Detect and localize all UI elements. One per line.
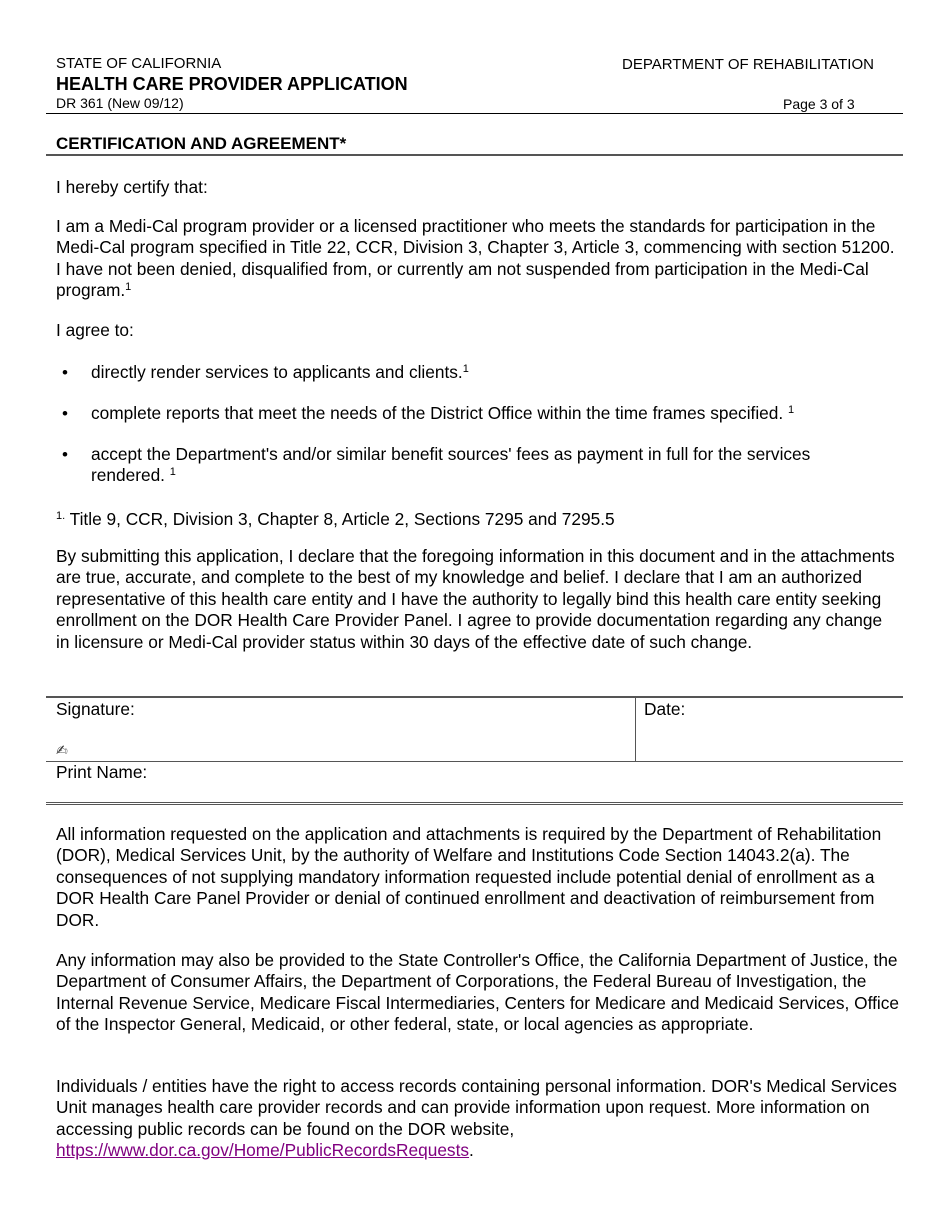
footnote (56, 506, 896, 530)
link-suffix: . (469, 1140, 474, 1161)
agree-item (56, 403, 886, 425)
notice-paragraph-2: Any information may also be provided to the State Controller's Office, the California Department of Justice, the Department of Consumer Affairs, the Department of Corporations, the Federal Bureau of Investigation, the Internal Revenue Service, Medicare Fiscal Intermediaries, Centers for Medicare and Medicaid Services, Office of the Inspector General, Medicaid, or other federal, state, or local agencies as appropriate. (56, 950, 899, 1035)
department-label: DEPARTMENT OF REHABILITATION (622, 56, 874, 73)
footnote-text: Title 9, CCR, Division 3, Chapter 8, Article 2, Sections 7295 and 7295.5 (65, 509, 615, 529)
signature-field[interactable] (78, 720, 628, 760)
declaration-paragraph: By submitting this application, I declare that the foregoing information in this document and in the attachments are true, accurate, and complete to the best of my knowledge and belief. I declare that I am an authorized representative of this health care entity and I have the authority to legally bind this health care entity seeking enrollment on the DOR Health Care Provider Panel. I agree to provide documentation regarding any change in licensure or Medi-Cal provider status within 30 days of the effective date of such change. (56, 546, 895, 652)
agree-item (56, 362, 886, 384)
form-title: HEALTH CARE PROVIDER APPLICATION (56, 74, 408, 94)
footnote-reference: 1 (788, 404, 795, 416)
certify-intro: I hereby certify that: (56, 177, 208, 197)
agree-item-text: accept the Department's and/or similar benefit sources' fees as payment in full for the services rendered. (91, 444, 811, 486)
bullet-icon: • (62, 363, 68, 382)
date-label: Date: (644, 699, 686, 719)
signature-pen-icon: ✍ (56, 742, 68, 758)
signature-block (46, 696, 903, 805)
state-label: STATE OF CALIFORNIA (56, 55, 222, 72)
agree-item-text: directly render services to applicants and clients. (91, 362, 463, 382)
footnote-reference: 1 (462, 363, 469, 375)
date-field[interactable] (644, 720, 894, 760)
section-title-underline (46, 154, 903, 156)
signature-bottom-border (46, 802, 903, 805)
page-number: Page 3 of 3 (783, 96, 855, 112)
print-name-label: Print Name: (56, 762, 148, 782)
certify-text: I am a Medi-Cal program provider or a licensed practitioner who meets the standards for participation in the Medi-Cal program specified in Title 22, CCR, Division 3, Chapter 3, Article 3, commencing with section 51200. I have not been denied, disqualified from, or currently am not suspended from participation in the Medi-Cal program. (56, 216, 895, 301)
bullet-icon: • (62, 445, 68, 464)
section-title: CERTIFICATION AND AGREEMENT* (56, 134, 347, 153)
form-number: DR 361 (New 09/12) (56, 95, 184, 111)
agree-item-text: complete reports that meet the needs of the District Office within the time frames specified. (91, 403, 789, 423)
signature-top-border (46, 696, 903, 698)
footnote-reference: 1 (169, 466, 176, 479)
notice-paragraph-3 (56, 1076, 901, 1162)
certify-paragraph (56, 216, 896, 302)
signature-label: Signature: (56, 699, 135, 719)
header-divider (46, 113, 903, 114)
signature-date-divider (635, 696, 636, 762)
agree-intro: I agree to: (56, 320, 134, 340)
notice-paragraph-3-text: Individuals / entities have the right to access records containing personal information. DOR's Medical Services Unit manages health care provider records and can provide information upon request. More information on accessing public records can be found on the DOR website, (56, 1076, 897, 1139)
bullet-icon: • (62, 404, 68, 423)
public-records-link[interactable]: https://www.dor.ca.gov/Home/PublicRecordsRequests (56, 1140, 470, 1161)
footnote-mark: 1. (56, 510, 66, 522)
footnote-reference: 1 (125, 281, 132, 294)
agree-item (56, 444, 886, 488)
print-name-field[interactable] (166, 762, 886, 800)
notice-paragraph-1: All information requested on the application and attachments is required by the Department of Rehabilitation (DOR), Medical Services Unit, by the authority of Welfare and Institutions Code Section 14043.2(a). The consequences of not supplying mandatory information requested include potential denial of enrollment as a DOR Health Care Panel Provider or denial of continued enrollment and deactivation of reimbursement from DOR. (56, 824, 882, 930)
